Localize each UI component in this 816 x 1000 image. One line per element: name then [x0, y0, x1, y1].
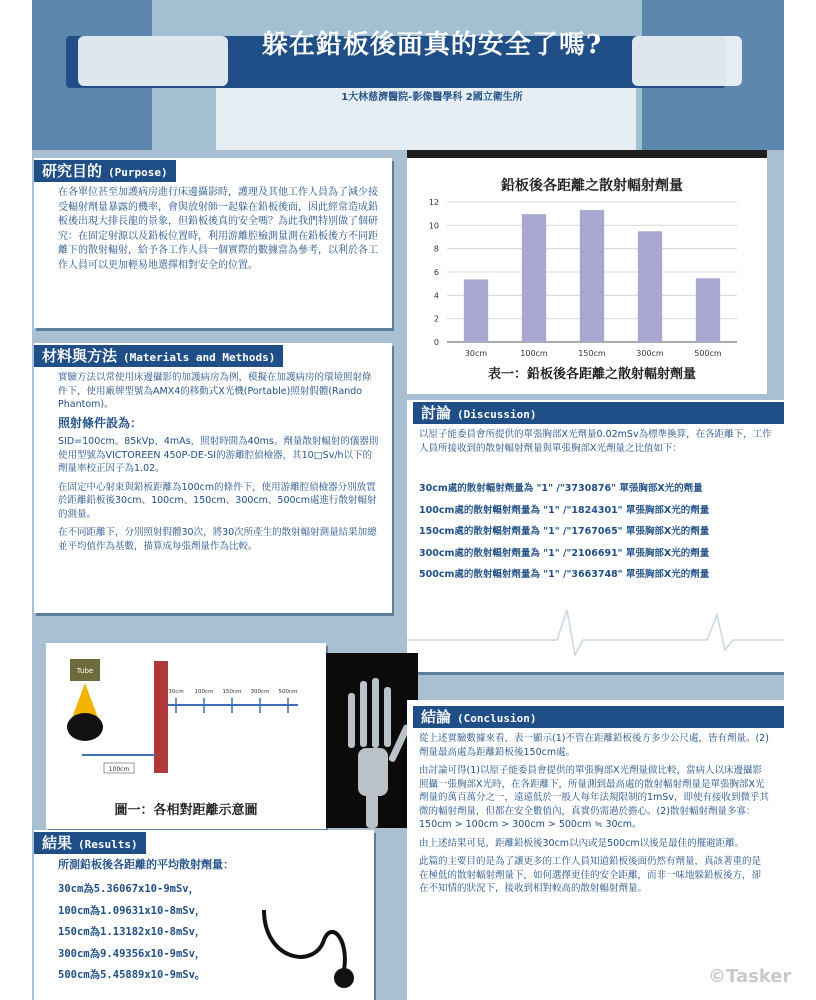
- figure-tick-label: 500cm: [278, 689, 298, 695]
- x-tick-label: 500cm: [694, 349, 722, 358]
- chart-title: 鉛板後各距離之散射輻射劑量: [501, 178, 683, 194]
- bar: [696, 278, 720, 342]
- conclusion-card: [407, 700, 784, 1000]
- affiliation: 1大林慈濟醫院-影像醫學科 2國立衛生所: [341, 92, 523, 103]
- methods-p5: 在不同距離下，分別照射假體30次，將30次所產生的散射輻射測量結果加總並平均值作為基數，描算成每張劑量作為比較。: [58, 527, 377, 552]
- bar: [464, 279, 488, 342]
- authors: 張文杰1 蔡明儒2 陳俊利3 劉展鵬4: [352, 74, 512, 85]
- result-line: 30cm為5.36067x10-9mSv，: [58, 883, 200, 895]
- purpose-card: [34, 158, 392, 328]
- purpose-text: 在各單位甚至加護病房進行床邊攝影時，護理及其他工作人員為了減少接受輻射劑量暴露的機率，會與放射師一起躲在鉛板後面，因此經常造成鉛板後出現大排長龍的景象，但鉛板後真的安全嗎？為此我們特別做了個研究：在固定射源以及鉛板位置時，利用游離腔檢測量測在鉛板後方不同距離下的散射輻射，給予各工作人員一個實際的數據當為參考，以利於各工作人員可以更加輕易地選擇相對安全的位置。: [58, 187, 378, 271]
- conclusion-text: [419, 732, 769, 901]
- conclusion-p3: 由上述結果可見，距離鉛板後30cm以內或是500cm以後是最佳的擺避距離。: [419, 837, 745, 849]
- lightbox-left: [78, 36, 228, 86]
- methods-card: [34, 343, 392, 613]
- results-intro: 所測鉛板後各距離的平均散射劑量：: [58, 858, 234, 871]
- y-tick-label: 10: [428, 221, 439, 231]
- watermark: ©Tasker: [708, 966, 792, 987]
- chart-card: [407, 150, 767, 394]
- y-tick-label: 6: [433, 268, 439, 277]
- stethoscope-icon: [254, 900, 364, 1000]
- methods-heading: 材料與方法 (Materials and Methods): [34, 345, 283, 367]
- methods-p4: 在固定中心射束與鉛板距離為100cm的條件下，使用游離腔偵檢器分別放置於距離鉛板後30cm、100cm、150cm、300cm、500cm處進行散射輻射的測量。: [58, 481, 377, 520]
- ecg-line: [407, 600, 784, 660]
- y-tick-label: 2: [433, 314, 439, 324]
- y-tick-label: 0: [433, 338, 439, 347]
- discussion-row: 500cm處的散射輻射劑量為 "1" /"3663748" 單張胸部X光的劑量: [419, 569, 710, 580]
- bar: [580, 210, 604, 342]
- discussion-row: 100cm處的散射輻射劑量為 "1" /"1824301" 單張胸部X光的劑量: [419, 504, 710, 516]
- conclusion-p1: 從上述實驗數據來看，表一顯示(1)不管在距離鉛板後方多少公尺處，皆有劑量。(2)劑量最高處為距離鉛板後150cm處。: [419, 733, 769, 758]
- result-line: 300cm為9.49356x10-9mSv，: [58, 947, 206, 960]
- bar: [522, 214, 546, 342]
- conclusion-heading: 結論 (Conclusion): [413, 706, 784, 728]
- result-line: 100cm為1.09631x10-8mSv，: [58, 904, 206, 917]
- figure-tick-label: 150cm: [222, 689, 242, 695]
- result-line: 150cm為1.13182x10-8mSv，: [58, 926, 206, 938]
- methods-p1: 實驗方法以常使用床邊攝影的加護病房為例，模擬在加護病房的環境照射條件下，使用廠牌型號為AMX4的移動式X光機(Portable)照射假體(Rando Phantom)。: [58, 372, 372, 410]
- methods-text: [58, 371, 380, 558]
- results-heading: 結果 (Results): [34, 832, 146, 854]
- phantom: [67, 713, 103, 741]
- poster: [32, 0, 784, 1000]
- results-card: [34, 830, 374, 1000]
- bar-chart: [407, 158, 767, 386]
- discussion-rows: [419, 482, 779, 590]
- chart-caption: 表一：鉛板後各距離之散射輻射劑量: [487, 367, 697, 382]
- methods-p2: 照射條件設為：: [58, 415, 143, 430]
- x-tick-label: 30cm: [464, 349, 488, 358]
- bar: [638, 231, 662, 342]
- y-tick-label: 12: [428, 198, 439, 207]
- discussion-heading: 討論 (Discussion): [413, 402, 784, 424]
- lightbox-right: [632, 36, 742, 86]
- figure-caption: 圖一：各相對距離示意圖: [114, 803, 258, 818]
- conclusion-p2: 由討論可得(1)以原子能委員會提供的單張胸部X光劑量做比較，當病人以床邊攝影照攝一張胸部X光時，在各距離下，所量測到最高處的散射輻射劑量是單張胸部X光劑量的萬百萬分之一，遠遠低於一般人每年法規限制的1mSv，即使有接收到微乎其微的輻射劑量，但都在安全數值內，真實仍需過於擔心。(2)散射輻射劑量多寡：150cm > 100cm > 300cm > 500cm ≒ 30cm。: [419, 765, 769, 830]
- distance-label: 100cm: [108, 766, 130, 773]
- lead-shield: [154, 661, 168, 773]
- discussion-row: 150cm處的散射輻射劑量為 "1" /"1767065" 單張胸部X光的劑量: [419, 526, 710, 537]
- tube-label: Tube: [76, 667, 94, 675]
- discussion-intro: 以原子能委員會所提供的單張胸部X光劑量0.02mSv為標準換算，在各距離下，工作人員所接收到的散射輻射劑量與單張胸部X光劑量之比值如下：: [419, 429, 772, 454]
- poster-title: 躲在鉛板後面真的安全了嗎?: [261, 30, 603, 60]
- figure-tick-label: 300cm: [250, 689, 270, 695]
- x-tick-label: 150cm: [578, 349, 606, 358]
- purpose-heading: 研究目的 (Purpose): [34, 160, 176, 182]
- figure-card: [46, 643, 326, 829]
- methods-p3: SID=100cm、85kVp、4mAs，照射時間為40ms。劑量散射輻射的儀器則使用型號為VICTOREEN 450P-DE-SI的游離腔偵檢器，其10□Sv/h以下的劑量率校正因子為1.02。: [58, 436, 379, 474]
- figure-tick-label: 100cm: [194, 689, 214, 695]
- xray-image: [326, 653, 418, 828]
- x-tick-label: 300cm: [636, 349, 664, 358]
- x-tick-label: 100cm: [520, 349, 548, 358]
- discussion-card: [407, 400, 784, 672]
- result-line: 500cm為5.45889x10-9mSv。: [58, 969, 206, 981]
- y-tick-label: 4: [433, 291, 439, 301]
- figure-tick-label: 30cm: [168, 689, 184, 695]
- discussion-row: 30cm處的散射輻射劑量為 "1" /"3730876" 單張胸部X光的劑量: [419, 483, 703, 494]
- discussion-row: 300cm處的散射輻射劑量為 "1" /"2106691" 單張胸部X光的劑量: [419, 547, 710, 559]
- conclusion-p4: 此篇的主要目的是為了讓更多的工作人員知道鉛板後面仍然有劑量，真該著重的是在極低的散射輻射劑量下，如何選擇更佳的安全距離，而非一味地躲鉛板後方，卻在不知情的狀況下，接收到相對較高的散射輻射劑量。: [419, 856, 762, 894]
- y-tick-label: 8: [433, 244, 439, 254]
